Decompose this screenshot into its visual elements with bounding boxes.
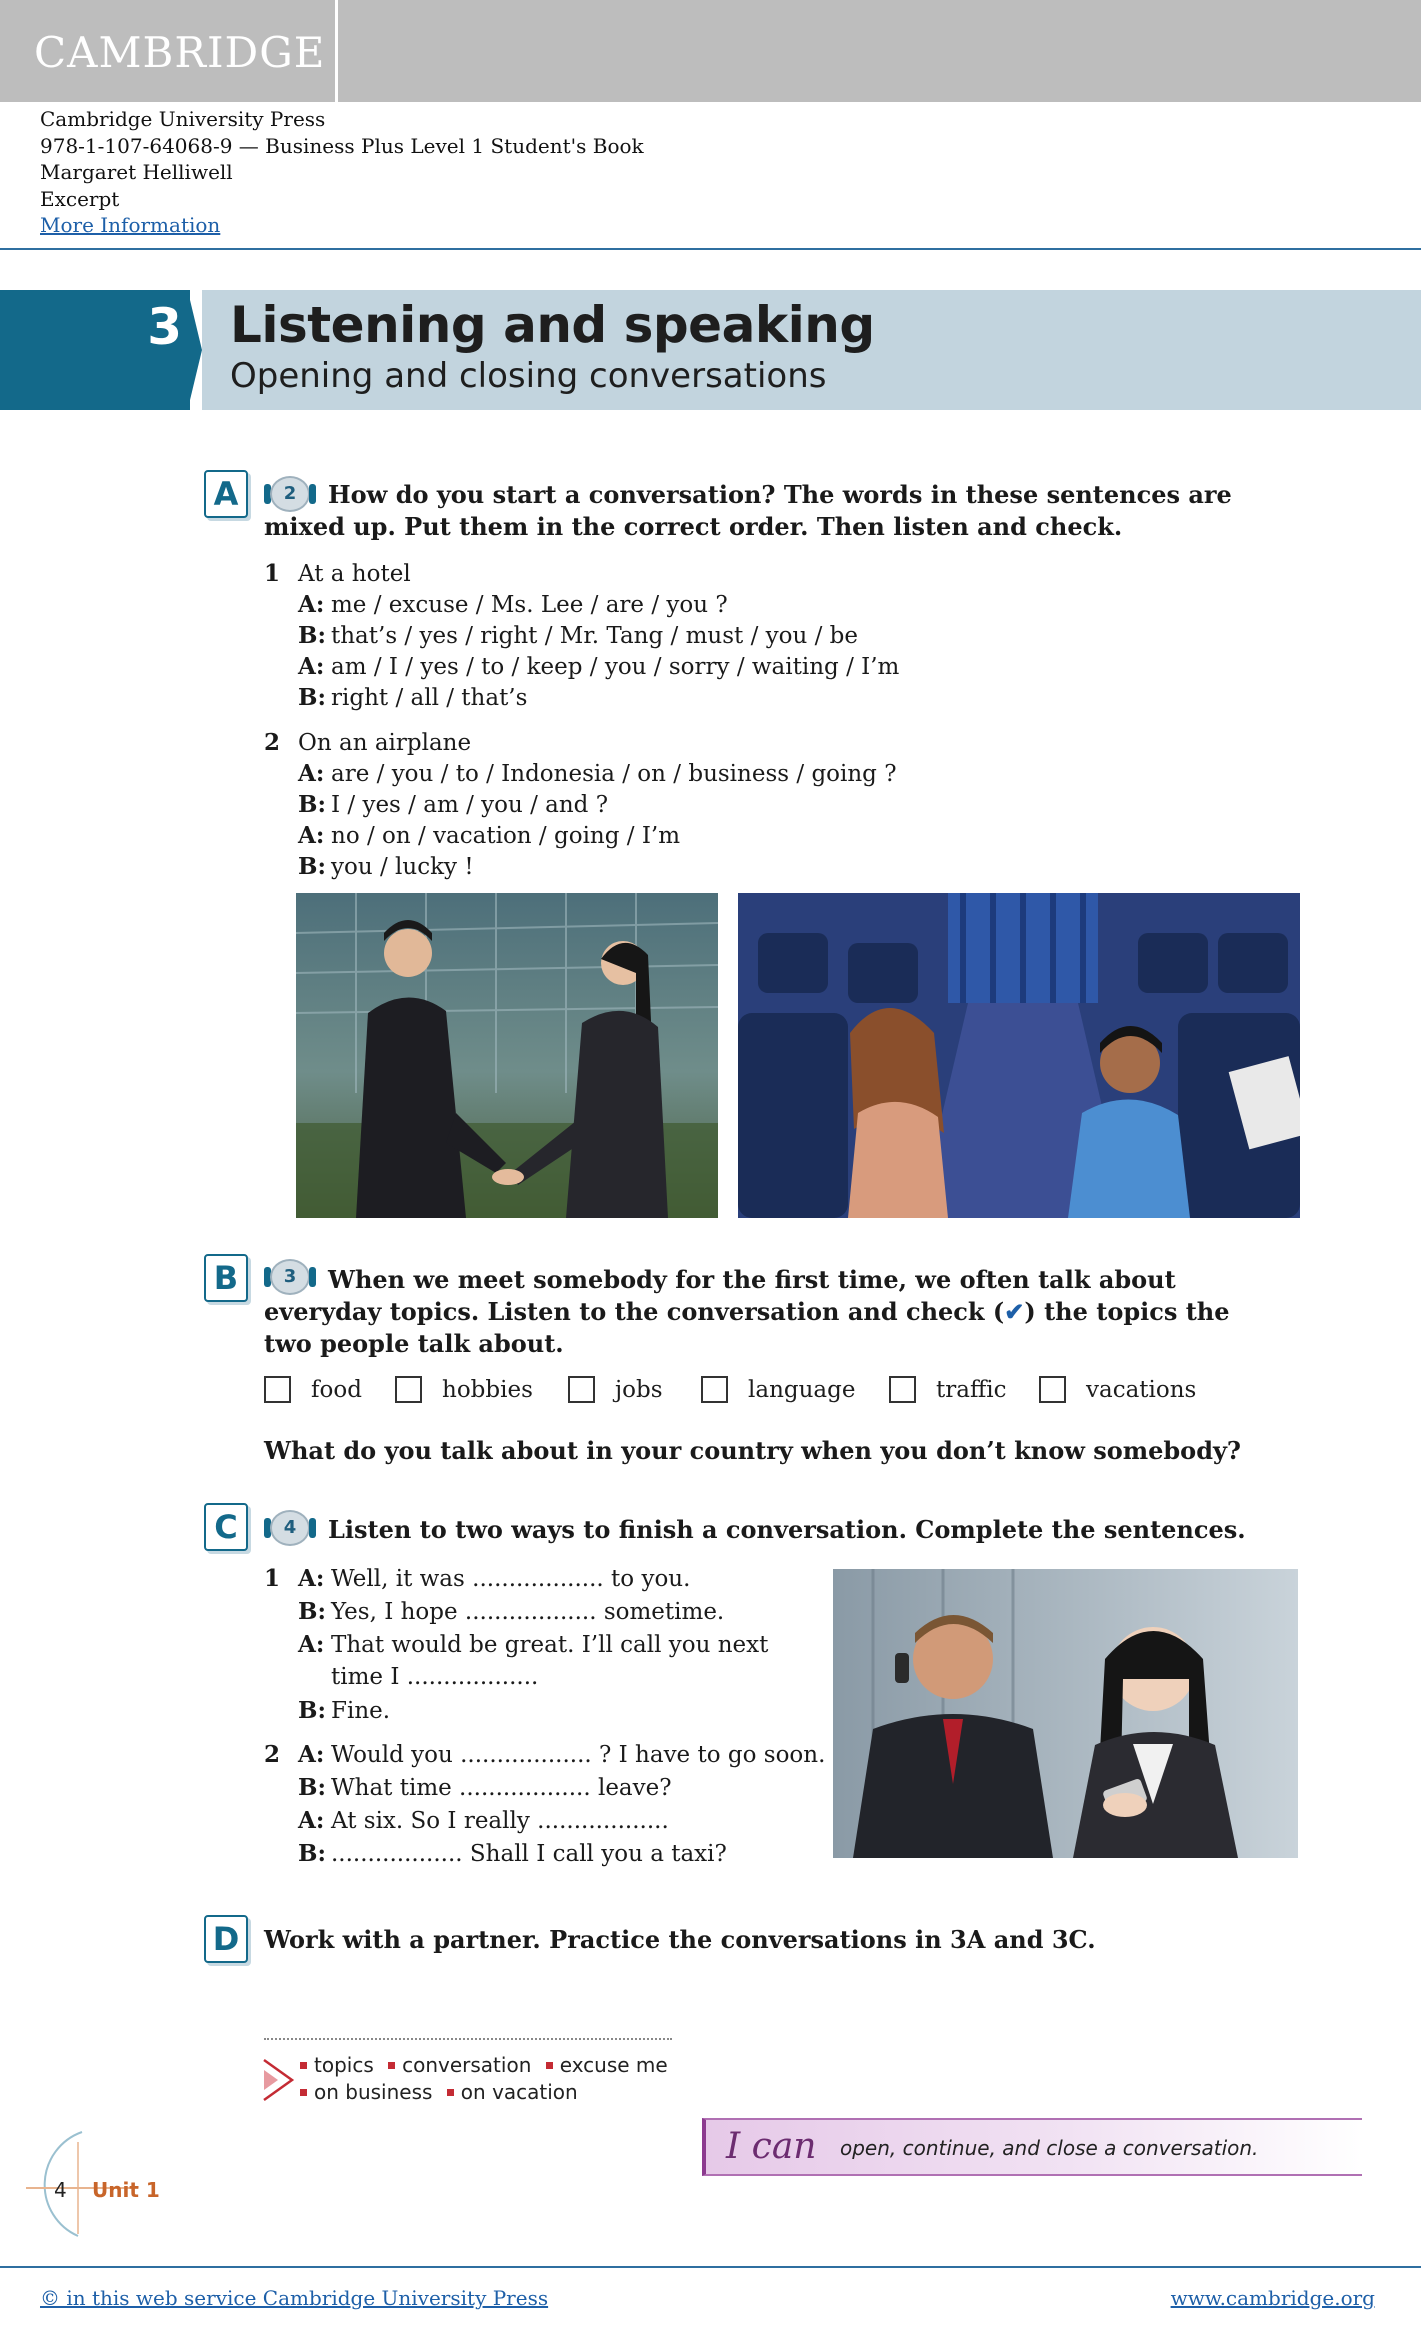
section-b-instruction: When we meet somebody for the first time, we often talk about everyday topics. Listen to the conversation and check (✔) the topics the two people talk about. [264, 1265, 1230, 1358]
dialogue-line: B: What time .................. leave? [298, 1774, 672, 1801]
vocab-item: conversation [402, 2053, 532, 2077]
vocab-row [300, 2079, 668, 2106]
i-can-banner [702, 2118, 1362, 2176]
section-b-question: What do you talk about in your country when you don’t know somebody? [264, 1436, 1241, 1465]
page-title: Listening and speaking [230, 296, 875, 354]
publisher: Cambridge University Press [40, 107, 326, 131]
footer-divider [0, 2266, 1421, 2268]
page-number: 4 [54, 2178, 67, 2202]
section-letter-a: A [204, 470, 248, 518]
business-people-phone-photo [833, 1569, 1298, 1858]
logo-box [0, 0, 338, 102]
dialogue-line: 1 A: Well, it was .................. to you. [264, 1565, 691, 1592]
dialogue-line: B: you / lucky ! [298, 853, 474, 880]
i-can-text: open, continue, and close a conversation. [840, 2136, 1259, 2160]
checkbox[interactable] [701, 1376, 728, 1403]
dialogue-line: A: am / I / yes / to / keep / you / sorry / waiting / I’m [298, 653, 900, 680]
dialogue-line: A: no / on / vacation / going / I’m [298, 822, 681, 849]
excerpt-label: Excerpt [40, 186, 120, 211]
checkbox[interactable] [1039, 1376, 1066, 1403]
cambridge-logo: CAMBRIDGE [34, 28, 326, 77]
i-can-label: I can [726, 2126, 817, 2167]
dialogue-line: B: Yes, I hope .................. sometime. [298, 1598, 725, 1625]
vocab-item: on business [314, 2080, 433, 2104]
vocab-item: on vacation [460, 2080, 578, 2104]
exercise-item-heading: 1 At a hotel [264, 560, 411, 587]
check-mark-icon: ✔ [1004, 1297, 1025, 1326]
section-letter-b: B [204, 1254, 248, 1302]
unit-title-band [0, 290, 1421, 410]
more-information-link[interactable]: More Information [40, 213, 221, 237]
unit-label: Unit 1 [92, 2178, 160, 2202]
page-subtitle: Opening and closing conversations [230, 356, 827, 396]
dialogue-line: A: me / excuse / Ms. Lee / are / you ? [298, 591, 728, 618]
section-letter-d: D [204, 1915, 248, 1963]
checkbox[interactable] [889, 1376, 916, 1403]
vocabulary-list [300, 2052, 668, 2106]
exercise-item-heading: 2 On an airplane [264, 729, 472, 756]
dialogue-line: B: .................. Shall I call you a taxi? [298, 1840, 727, 1867]
track-number: 4 [270, 1510, 310, 1546]
vocab-arrow-icon [262, 2058, 296, 2102]
header-divider [0, 248, 1421, 250]
vocab-divider [264, 2038, 672, 2040]
vocab-item: excuse me [559, 2053, 668, 2077]
dialogue-line: B: I / yes / am / you / and ? [298, 791, 609, 818]
publication-info [40, 106, 644, 239]
dialogue-line: B: Fine. [298, 1697, 391, 1724]
dialogue-line: A: That would be great. I’ll call you next [298, 1631, 769, 1658]
top-banner [0, 0, 1421, 102]
dialogue-line: 2 A: Would you .................. ? I have to go soon. [264, 1741, 826, 1768]
checkbox[interactable] [395, 1376, 422, 1403]
checkbox[interactable] [264, 1376, 291, 1403]
unit-tab [0, 290, 190, 410]
dialogue-line: B: that’s / yes / right / Mr. Tang / must / you / be [298, 622, 858, 649]
section-a-instruction: How do you start a conversation? The words in these sentences are mixed up. Put them in the correct order. Then listen and check. [264, 480, 1232, 541]
dialogue-line: B: right / all / that’s [298, 684, 528, 711]
isbn-title: 978-1-107-64068-9 — Business Plus Level 1 Student's Book [40, 133, 644, 158]
cambridge-website-link[interactable]: www.cambridge.org [1170, 2286, 1375, 2310]
audio-track-c[interactable] [262, 1510, 318, 1546]
dialogue-line: A: are / you / to / Indonesia / on / business / going ? [298, 760, 897, 787]
dialogue-line: time I .................. [331, 1664, 539, 1690]
track-number: 2 [270, 476, 310, 512]
author: Margaret Helliwell [40, 160, 233, 184]
unit-number: 3 [147, 298, 182, 356]
section-c-instruction: Listen to two ways to finish a conversation. Complete the sentences. [328, 1515, 1246, 1544]
track-number: 3 [270, 1259, 310, 1295]
vocab-row [300, 2052, 668, 2079]
section-letter-c: C [204, 1503, 248, 1551]
dialogue-line: A: At six. So I really .................. [298, 1807, 669, 1834]
vocab-item: topics [314, 2053, 374, 2077]
section-d-instruction: Work with a partner. Practice the conversations in 3A and 3C. [264, 1925, 1096, 1954]
airplane-photo [738, 893, 1300, 1218]
checkbox[interactable] [568, 1376, 595, 1403]
handshake-photo [296, 893, 718, 1218]
copyright-link[interactable]: © in this web service Cambridge University Press [40, 2286, 549, 2310]
